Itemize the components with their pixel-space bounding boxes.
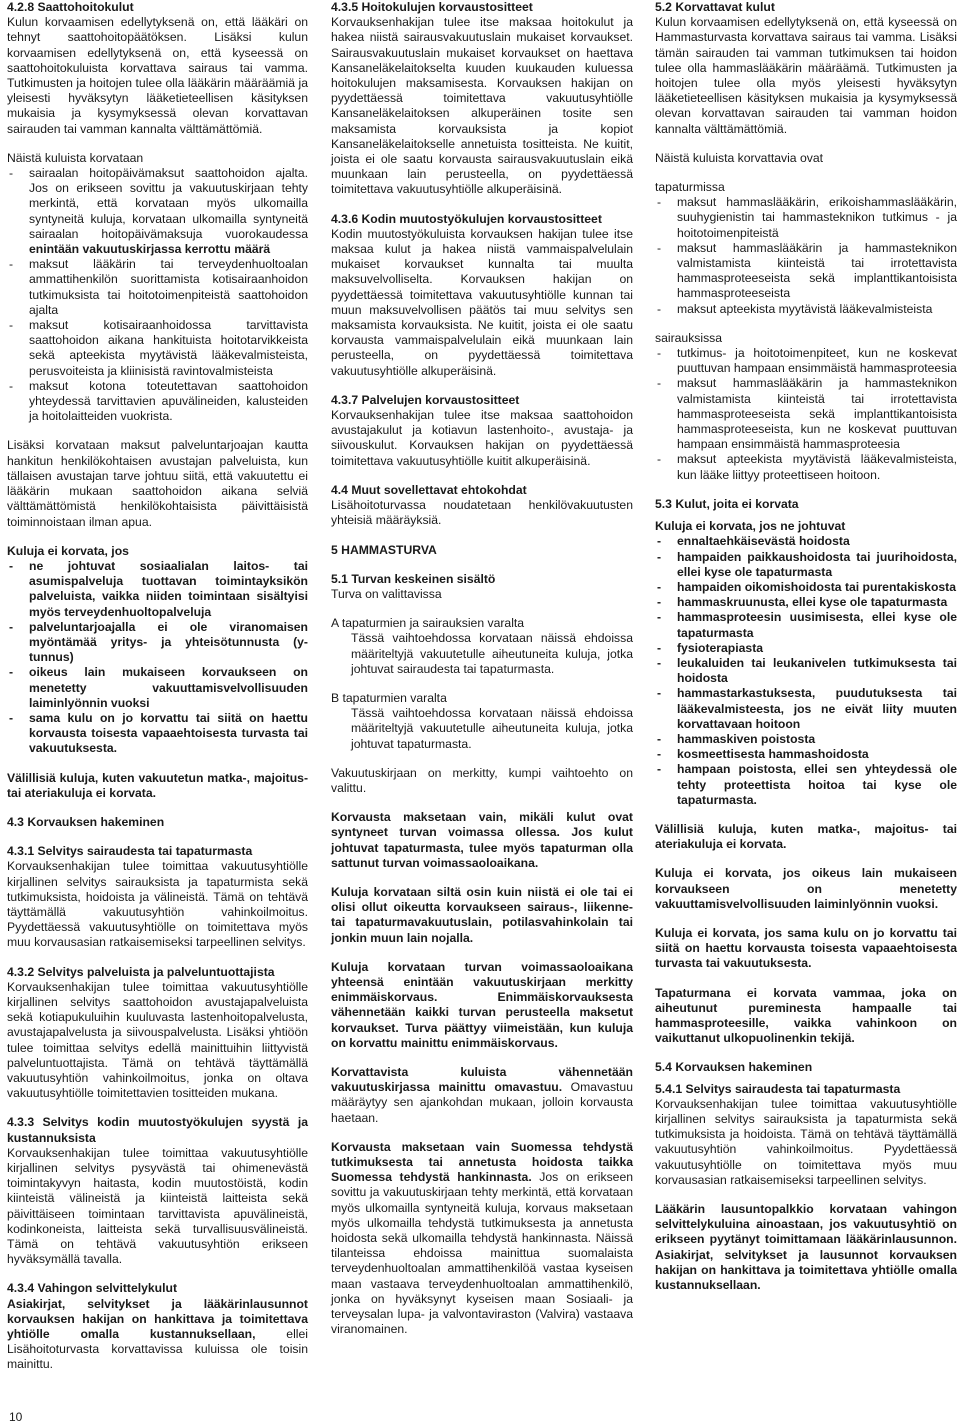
page-number: 10 bbox=[9, 1410, 23, 1424]
list-item: - hampaiden oikomishoidosta tai purentakiskosta bbox=[655, 580, 957, 595]
paragraph-bold: Kuluja korvataan siltä osin kuin niistä ei ole tai ei olisi ollut oikeutta korvaukseen sairaus-, liikenne- tai tapaturmavakuutuslain, potilasvahinkolain tai jonkin muun lain nojalla. bbox=[331, 884, 633, 945]
option-a-text: Tässä vaihtoehdossa korvataan näissä ehdoissa määriteltyjä vakuutetulle aiheutuneita kuluja, jotka johtuvat sairaudesta tai tapaturmasta. bbox=[351, 631, 633, 676]
list-item: - ennaltaehkäisevästä hoidosta bbox=[655, 534, 957, 549]
list-item-bold-text: enintään vakuutuskirjassa kerrottu määrä bbox=[29, 242, 271, 257]
section-4-4-heading: 4.4 Muut sovellettavat ehtokohdat bbox=[331, 482, 527, 497]
paragraph: Korvauksenhakijan tulee itse maksaa saattohoidon avustajakulut ja kotiavun lastenhoito-, avustaja- ja siivouskulut. Korvauksen hakijan on pyydettäessä toimitettava vakuutusyhtiölle kuitit alkuperäisinä. bbox=[331, 408, 633, 468]
paragraph bbox=[331, 1065, 633, 1126]
list-item: - maksut hammaslääkärin ja hammasteknikon valmistamista kiinteistä tai irrotettavista hammasproteeseista sekä implanttikantoisista hammasproteeseista bbox=[655, 241, 957, 302]
list-item: - ne johtuvat sosiaalialan laitos- tai asumispalveluja tuottavan toimintayksikön palveluista, vaikka niiden toimintaan sisältyisi myös terveydenhuoltopalveluja bbox=[7, 559, 308, 620]
list-item: - oikeus lain mukaiseen korvaukseen on menetetty vakuuttamisvelvollisuuden laiminlyönnin vuoksi bbox=[7, 665, 308, 711]
list-item: - maksut kotisairaanhoidossa tarvittavista saattohoidon aikana hankituista hoitotarvikkeista sekä apteekista myytävistä lääkevalmisteista, perusvoiteista ja kliinisistä ravintovalmisteista bbox=[7, 318, 308, 379]
paragraph: Korvauksenhakijan tulee toimittaa vakuutusyhtiölle kirjallinen selvitys sairauksista ja tapaturmista sekä tutkimuksista, hoidoista ja välineistä. Tämä on tehtävä täyttämällä vakuutusyhtiön vahinkoilmoitus. Pyydettäessä vakuutusyhtiölle on toimitettava myös muu korvausasian ratkaisemiseksi tarpeellinen selvitys. bbox=[7, 859, 308, 950]
list-item: - hampaan poistosta, ellei sen yhteydessä ole tehty proteettista hoitoa tai kyse ole tapaturmasta. bbox=[655, 762, 957, 808]
paragraph-bold: Kuluja korvataan turvan voimassaoloaikana yhteensä enintään vakuutuskirjaan merkitty enimmäiskorvaus. Enimmäiskorvauksesta vähennetään kaikki turvan perusteella maksetut korvaukset. Turva päättyy viimeistään, kun kuluja on korvattu mainittu enimmäiskorvaus. bbox=[331, 959, 633, 1050]
covered-costs-list bbox=[7, 166, 308, 424]
paragraph-bold-text: Asiakirjat, selvitykset ja lääkärinlausunnot korvauksen hakijan on hankittava ja toimitettava yhtiölle omalla kustannuksellaan, bbox=[7, 1296, 308, 1342]
paragraph: Korvauksenhakijan tulee toimittaa vakuutusyhtiölle kirjallinen selvitys sairauksista ja tapaturmista sekä tutkimuksista ja hoidoista. Tämä on tehtävä täyttämällä vakuutusyhtiön vahinkoilmoitus. Pyydettäessä vakuutusyhtiölle on toimitettava myös muu korvausasian ratkaisemiseksi tarpeellinen selvitys. bbox=[655, 1096, 957, 1187]
paragraph: Lisähoitoturvassa noudatetaan henkilövakuutusten yhteisiä määräyksiä. bbox=[331, 498, 633, 528]
list-item: - fysioterapiasta bbox=[655, 641, 957, 656]
paragraph-bold: Välillisiä kuluja, kuten vakuutetun matka-, majoitus- tai ateriakuluja ei korvata. bbox=[7, 770, 308, 800]
list-item-text: sairaalan hoitopäivämaksut saattohoidon ajalta. Jos on erikseen sovittu ja vakuutuskirjaan tehty merkintä, että korvataan myös ulkomailla syntyneitä kuluja, korvataan ulkomailla syntyneitä sairaalan hoitopäivämaksuja vuorokaudessa bbox=[29, 166, 308, 241]
paragraph-bold: Kuluja ei korvata, jos bbox=[7, 543, 129, 558]
section-5-3-heading: 5.3 Kulut, joita ei korvata bbox=[655, 496, 799, 511]
paragraph: Korvauksenhakijan tulee itse maksaa hoitokulut ja hakea niistä sairausvakuutuslain mukaiset korvaukset. Sairausvakuutuslain mukaiset korvaukset on haettava Kansaneläkelaitokselta kuuden kuukauden kuluessa hoitokulujen maksamisesta. Korvauksen hakijan on pyydettäessä toimitettava vakuutusyhtiölle Kansaneläkelaitoksen alkuperäinen tosite sen maksamista korvauksista ja kopiot Kansaneläkelaitokselle annetuista tositteista. Ne kuitit, joista ei ole saatu korvausta sairausvakuutuslain eikä muunkaan lain perusteella, on pyydettäessä toimitettava vakuutusyhtiölle alkuperäisinä. bbox=[331, 15, 633, 197]
paragraph-bold: Lääkärin lausuntopalkkio korvataan vahingon selvittelykuluina ainoastaan, jos vakuutusyhtiö on erikseen pyytänyt toimittamaan lääkärinlausunnon. Asiakirjat, selvitykset ja lausunnot korvauksen hakijan on hankittava ja toimitettava yhtiölle omalla kustannuksellaan. bbox=[655, 1202, 957, 1293]
option-a-label: A tapaturmien ja sairauksien varalta bbox=[331, 616, 525, 631]
list-item: - palveluntarjoajalla ei ole viranomaisen myöntämää yritys- ja yhteisötunnusta (y- tunnus) bbox=[7, 620, 308, 666]
list-item: - hammaskiven poistosta bbox=[655, 732, 957, 747]
list-item: - maksut kotona toteutettavan saattohoidon yhteydessä tarvittavien apuvälineiden, kalusteiden ja hoitolaitteiden vuokrista. bbox=[7, 379, 308, 425]
non-covered-list bbox=[655, 534, 957, 808]
paragraph: Kodin muutostyökuluista korvauksen hakijan tulee itse maksaa kulut ja hakea niistä vammaispalvelulain mukaiset korvaukset kunnalta tai muulta maksuvelvolliselta. Korvauksen hakijan on pyydettäessä toimitettava vakuutusyhtiölle kunnan tai muun maksuvelvollisen päätös tai muu selvitys sen maksamista korvauksista. Ne kuitit, joista ei ole saatu korvausta vammaispalvelulain eikä muunkaan lain perusteella, on pyydettäessä toimitettava vakuutusyhtiölle alkuperäisinä. bbox=[331, 226, 633, 378]
illness-costs-list bbox=[655, 346, 957, 483]
section-4-3-7-heading: 4.3.7 Palvelujen korvaustositteet bbox=[331, 392, 520, 407]
paragraph bbox=[7, 1297, 308, 1373]
column-2 bbox=[331, 0, 633, 1337]
paragraph-bold-text: Korvausta maksetaan vain Suomessa tehdystä tutkimuksesta tai annetusta hoidosta taikka Suomessa tehdystä hankinnasta. bbox=[331, 1139, 633, 1185]
section-4-3-1-heading: 4.3.1 Selvitys sairaudesta tai tapaturmasta bbox=[7, 844, 253, 859]
paragraph-bold: Korvausta maksetaan vain, mikäli kulut ovat syntyneet turvan voimassa ollessa. Jos kulut johtuvat tapaturmasta, tulee myös tapaturman olla sattunut turvan voimassaoloaikana. bbox=[331, 810, 633, 870]
paragraph: Näistä kuluista korvattavia ovat bbox=[655, 150, 823, 165]
paragraph-text: ellei Lisähoitoturvasta korvattavissa kuluissa ole toisin mainittu. bbox=[7, 1327, 308, 1372]
section-4-2-8-heading: 4.2.8 Saattohoitokulut bbox=[7, 0, 134, 14]
paragraph: Kulun korvaamisen edellytyksenä on, että kyseessä on Hammasturvasta korvattava sairaus tai vamma. Lisäksi tämän sairauden tai vamman tutkimuksen tai hoidon tulee olla hammaslääkärin määräämä. Tutkimusten ja hoitojen tulee olla myös yleisesti hyväksytyn lääketieteellisen käsityksen mukaisia ja kysymyksessä olevan korvattavan sairauden tai vamman hoidon kannalta välttämättömiä. bbox=[655, 15, 957, 136]
list-item: - maksut lääkärin tai terveydenhuoltoalan ammattihenkilön suorittamista kotisairaanhoidon tutkimuksista tai hoitotoimenpiteistä saattohoidon ajalta bbox=[7, 257, 308, 318]
list-item: - hampaiden paikkaushoidosta tai juurihoidosta, ellei kyse ole tapaturmasta bbox=[655, 550, 957, 580]
paragraph-text: Jos on erikseen sovittu ja vakuutuskirjaan tehty merkintä, että korvataan myös ulkomailla syntyneitä kuluja, korvaus maksetaan myös ulkomailla tehdystä tutkimuksesta ja annetusta hoidosta sekä ulkomailla tehdystä hankinnasta. Näissä tilanteissa ehdoissa mainittua suomalaista terveydenhuoltoalan ammattihenkilöä vastaa kyseisen maan vastaava terveydenhuoltoalan ammattihenkilö, jonka on hyväksynyt kyseisen maan Sosiaali- ja terveysalan lupa- ja valvontaviraston (Valvira) vastaava viranomainen. bbox=[331, 1170, 633, 1337]
option-b-label: B tapaturmien varalta bbox=[331, 690, 447, 705]
section-4-3-6-heading: 4.3.6 Kodin muutostyökulujen korvaustositteet bbox=[331, 211, 602, 226]
section-5-4-heading: 5.4 Korvauksen hakeminen bbox=[655, 1060, 813, 1075]
paragraph: Turva on valittavissa bbox=[331, 586, 442, 601]
list-item: - kosmeettisesta hammashoidosta bbox=[655, 747, 957, 762]
list-item: - sama kulu on jo korvattu tai siitä on haettu korvausta toisesta vapaaehtoisesta turvasta tai vakuutuksesta. bbox=[7, 711, 308, 757]
sublist-heading: sairauksissa bbox=[655, 330, 723, 345]
section-5-2-heading: 5.2 Korvattavat kulut bbox=[655, 0, 775, 14]
paragraph-bold: Kuluja ei korvata, jos ne johtuvat bbox=[655, 519, 846, 534]
paragraph: Kulun korvaamisen edellytyksenä on, että lääkäri on tehnyt saattohoitopäätöksen. Lisäksi kulun korvaamisen edellytyksenä on, että kyseessä on saattohoitokuluista korvattava sairaus tai vamma. Tutkimusten ja hoitojen tulee olla lääkärin määräämiä ja yleisesti hyväksytyn lääketieteellisen käsityksen mukaisia ja kysymyksessä olevan korvattavan sairauden tai vamman kannalta välttämättömiä. bbox=[7, 15, 308, 136]
paragraph: Korvauksenhakijan tulee toimittaa vakuutusyhtiölle kirjallinen selvitys saattohoidon avustajapalveluista sekä kotiapukuluihin kuuluvasta lastenhoitopalvelusta, avustajapalvelusta ja siivouspalvelusta. Lisäksi yhtiöön tulee toimittaa selvitys edellä mainittuihin liittyvistä palveluntuottajista. Tämä on tehtävä täyttämällä vakuutusyhtiön vahinkoilmoitus, jonka on oltava vakuutusyhtiölle toimitettavien tositteiden mukana. bbox=[7, 979, 308, 1101]
sublist-heading: tapaturmissa bbox=[655, 180, 725, 195]
section-5-1-heading: 5.1 Turvan keskeinen sisältö bbox=[331, 571, 496, 586]
paragraph-text: Omavastuu määräytyy sen ajankohdan mukaan, jolloin korvausta haetaan. bbox=[331, 1080, 633, 1125]
section-4-3-4-heading: 4.3.4 Vahingon selvittelykulut bbox=[7, 1281, 177, 1296]
paragraph: Korvauksenhakijan tulee toimittaa vakuutusyhtiölle kirjallinen selvitys pysyvästä tai ohimenevästä toimintakyvyn haitasta, kodin muutostöistä, kodin kiinteistä välineistä ja kiinteistä laitteista sekä päivittäiseen toimintaan tarvittavista apuvälineistä, kodinkoneista, laitteista sekä turvallisuusvälineistä. Tämä on tehtävä vakuutusyhtiön erikseen hyväksymällä tavalla. bbox=[7, 1145, 308, 1267]
column-1 bbox=[7, 0, 308, 1373]
paragraph: Lisäksi korvataan maksut palveluntarjoajan kautta hankitun henkilökohtaisen avustajan palveluista, kun tällaisen avustajan tarve johtuu siitä, että vakuutettu ei lääkärin mukaan saattohoidon aikana selviä välttämättömistä henkilökohtaisista päivittäisistä toiminnoistaan ilman apua. bbox=[7, 438, 308, 529]
paragraph: Vakuutuskirjaan on merkitty, kumpi vaihtoehto on valittu. bbox=[331, 765, 633, 795]
section-5-heading: 5 HAMMASTURVA bbox=[331, 542, 437, 557]
list-item bbox=[7, 166, 308, 257]
list-item: - maksut apteekista myytävistä lääkevalmisteista bbox=[655, 302, 957, 317]
paragraph-bold-text: Korvattavista kuluista vähennetään vakuutuskirjassa mainittu omavastuu. bbox=[331, 1064, 633, 1095]
section-5-4-1-heading: 5.4.1 Selvitys sairaudesta tai tapaturmasta bbox=[655, 1081, 901, 1096]
list-item: - hammastarkastuksesta, puudutuksesta tai lääkevalmisteesta, jos ne eivät liity muuten korvattavaan hoitoon bbox=[655, 686, 957, 732]
exclusions-list bbox=[7, 559, 308, 757]
section-4-3-heading: 4.3 Korvauksen hakeminen bbox=[7, 814, 165, 829]
list-item: - maksut hammaslääkärin ja hammasteknikon valmistamista kiinteistä tai irrotettavista hammasproteeseista sekä implanttikantoisista hammasproteeseista, kun ne koskevat puuttuvan hampaan ensimmäistä hammasproteesia bbox=[655, 376, 957, 452]
paragraph bbox=[331, 1140, 633, 1338]
paragraph: Näistä kuluista korvataan bbox=[7, 150, 144, 165]
option-b-text: Tässä vaihtoehdossa korvataan näissä ehdoissa määriteltyjä vakuutetulle aiheutuneita kuluja, jotka johtuvat tapaturmasta. bbox=[351, 706, 633, 751]
accident-costs-list bbox=[655, 195, 957, 317]
section-4-3-5-heading: 4.3.5 Hoitokulujen korvaustositteet bbox=[331, 0, 533, 14]
column-3 bbox=[655, 0, 957, 1293]
list-item: - maksut hammaslääkärin, erikoishammaslääkärin, suuhygienistin tai hammasteknikon tutkimus - ja hoitotoimenpiteistä bbox=[655, 195, 957, 241]
paragraph-bold: Kuluja ei korvata, jos oikeus lain mukaiseen korvaukseen on menetetty vakuuttamisvelvollisuuden laiminlyönnin vuoksi. bbox=[655, 866, 957, 911]
paragraph-bold: Kuluja ei korvata, jos sama kulu on jo korvattu tai siitä on haettu korvausta toisesta vapaaehtoisesta turvasta tai vakuutuksesta. bbox=[655, 925, 957, 971]
section-4-3-2-heading: 4.3.2 Selvitys palveluista ja palveluntuottajista bbox=[7, 964, 275, 979]
list-item: - maksut apteekista myytävistä lääkevalmisteista, kun lääke liittyy proteettiseen hoitoon. bbox=[655, 452, 957, 482]
list-item: - hammaskruunusta, ellei kyse ole tapaturmasta bbox=[655, 595, 957, 610]
section-4-3-3-heading: 4.3.3 Selvitys kodin muutostyökulujen syystä ja kustannuksista bbox=[7, 1115, 308, 1145]
paragraph-bold: Välillisiä kuluja, kuten matka-, majoitus- tai ateriakuluja ei korvata. bbox=[655, 821, 957, 852]
list-item: - tutkimus- ja hoitotoimenpiteet, kun ne koskevat puuttuvan hampaan ensimmäistä hammasproteesia bbox=[655, 346, 957, 376]
list-item: - hammasproteesin uusimisesta, ellei kyse ole tapaturmasta bbox=[655, 610, 957, 640]
list-item: - leukaluiden tai leukanivelen tutkimuksesta tai hoidosta bbox=[655, 656, 957, 686]
paragraph-bold: Tapaturmana ei korvata vammaa, joka on aiheutunut pureminesta hampaalle tai hammasproteesille, vaikka vahinkoon on vaikuttanut ulkopuolinenkin tekijä. bbox=[655, 985, 957, 1046]
